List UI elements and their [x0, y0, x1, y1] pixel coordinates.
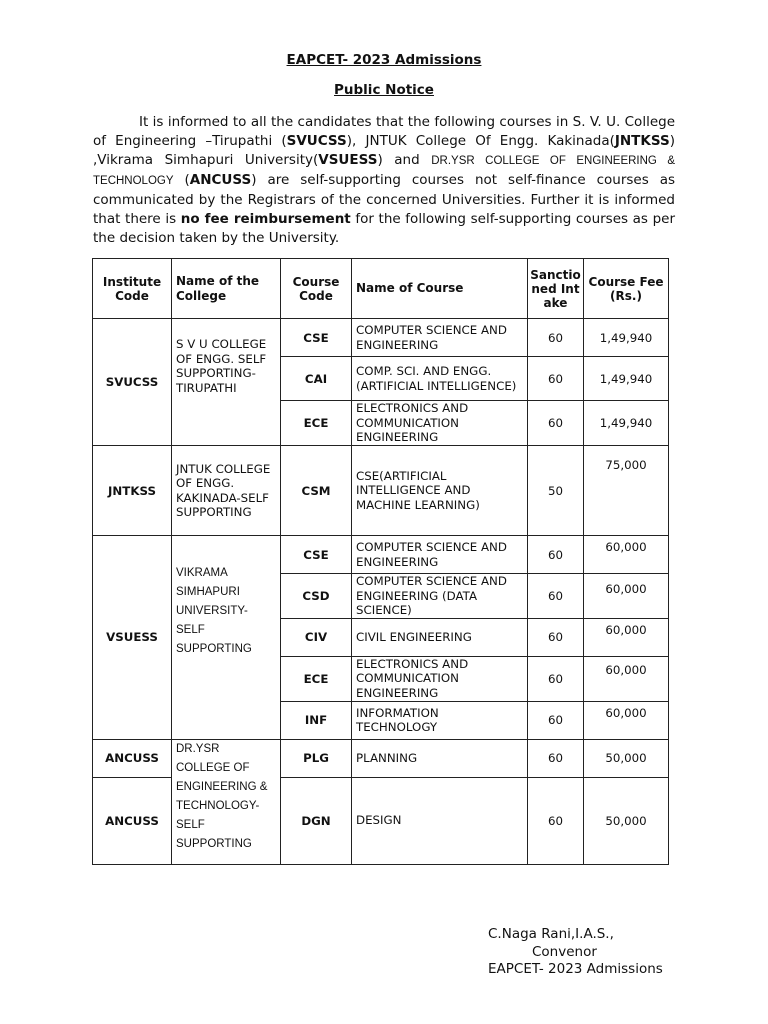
college-name-cell: JNTUK COLLEGE OF ENGG. KAKINADA-SELF SUPPORTING: [172, 446, 281, 536]
intake-cell: 60: [528, 739, 584, 777]
intake-cell: 60: [528, 656, 584, 701]
header-course-code: Course Code: [281, 259, 352, 319]
college-name-cell: DR.YSR COLLEGE OF ENGINEERING & TECHNOLOGY-SELF SUPPORTING: [172, 739, 281, 864]
intake-cell: 60: [528, 536, 584, 574]
para-text-5: (: [173, 172, 190, 188]
para-text-3: ) ,Vikrama Simhapuri University(: [93, 133, 675, 168]
public-notice-heading: Public Notice: [334, 82, 434, 98]
inst-code-cell: ANCUSS: [93, 739, 172, 777]
fee-cell: 1,49,940: [584, 401, 669, 446]
course-code-cell: CSM: [281, 446, 352, 536]
course-code-cell: INF: [281, 701, 352, 739]
no-fee-emphasis: no fee reimbursement: [180, 211, 351, 227]
inst-code-cell: ANCUSS: [93, 777, 172, 864]
intake-cell: 60: [528, 777, 584, 864]
course-code-cell: ECE: [281, 401, 352, 446]
code-ancuss: ANCUSS: [189, 172, 252, 188]
code-svucss: SVUCSS: [286, 133, 347, 149]
course-name-cell: PLANNING: [352, 739, 528, 777]
course-code-cell: PLG: [281, 739, 352, 777]
course-name-cell: ELECTRONICS AND COMMUNICATION ENGINEERING: [352, 401, 528, 446]
notice-paragraph: [93, 113, 675, 248]
notice-heading: EAPCET- 2023 Admissions: [286, 52, 482, 68]
header-institute-code: Institute Code: [93, 259, 172, 319]
header-college-name: Name of the College: [172, 259, 281, 319]
course-name-cell: COMPUTER SCIENCE AND ENGINEERING: [352, 536, 528, 574]
course-name-cell: COMPUTER SCIENCE AND ENGINEERING: [352, 319, 528, 357]
inst-code-cell: SVUCSS: [93, 319, 172, 446]
fee-cell: 1,49,940: [584, 319, 669, 357]
course-code-cell: CSE: [281, 319, 352, 357]
code-vsuess: VSUESS: [318, 152, 378, 168]
table-header-row: [93, 259, 669, 319]
course-name-cell: DESIGN: [352, 777, 528, 864]
para-text-7: for the following self-supporting courses as per the decision taken by the University.: [93, 211, 675, 246]
fee-cell: 60,000: [584, 618, 669, 656]
course-code-cell: CSE: [281, 536, 352, 574]
course-code-cell: CAI: [281, 357, 352, 401]
para-text-4: ) and: [377, 152, 432, 168]
intake-cell: 50: [528, 446, 584, 536]
intake-cell: 60: [528, 357, 584, 401]
intake-cell: 60: [528, 319, 584, 357]
college-name-cell: S V U COLLEGE OF ENGG. SELF SUPPORTING-TIRUPATHI: [172, 319, 281, 446]
header-fee: Course Fee (Rs.): [584, 259, 669, 319]
intake-cell: 60: [528, 618, 584, 656]
code-jntkss: JNTKSS: [614, 133, 670, 149]
fee-cell: 50,000: [584, 777, 669, 864]
course-name-cell: COMP. SCI. AND ENGG. (ARTIFICIAL INTELLIGENCE): [352, 357, 528, 401]
course-code-cell: DGN: [281, 777, 352, 864]
fee-cell: 60,000: [584, 574, 669, 619]
course-name-cell: COMPUTER SCIENCE AND ENGINEERING (DATA SCIENCE): [352, 574, 528, 619]
fee-cell: 1,49,940: [584, 357, 669, 401]
table-row: [93, 739, 669, 777]
header-intake: Sanctioned Intake: [528, 259, 584, 319]
fee-cell: 75,000: [584, 446, 669, 536]
intake-cell: 60: [528, 401, 584, 446]
college-name-ysr: DR.YSR COLLEGE OF ENGINEERING & TECHNOLOGY: [93, 155, 675, 187]
para-text-1: It is informed to all the candidates that the following courses in S. V. U. College of Engineering –Tirupathi (: [93, 114, 675, 149]
fee-cell: 50,000: [584, 739, 669, 777]
course-code-cell: ECE: [281, 656, 352, 701]
signatory-name: C.Naga Rani,I.A.S.,: [488, 926, 614, 942]
inst-code-cell: VSUESS: [93, 536, 172, 740]
course-code-cell: CIV: [281, 618, 352, 656]
fee-cell: 60,000: [584, 701, 669, 739]
signatory-role: Convenor: [532, 944, 597, 960]
fee-cell: 60,000: [584, 536, 669, 574]
inst-code-cell: JNTKSS: [93, 446, 172, 536]
para-text-6: ) are self-supporting courses not self-finance courses as communicated by the Registrars of the concerned Universities. Further it is informed that there is: [93, 172, 676, 227]
course-code-cell: CSD: [281, 574, 352, 619]
table-row: [93, 446, 669, 536]
course-name-cell: CSE(ARTIFICIAL INTELLIGENCE AND MACHINE LEARNING): [352, 446, 528, 536]
course-name-cell: ELECTRONICS AND COMMUNICATION ENGINEERING: [352, 656, 528, 701]
course-name-cell: CIVIL ENGINEERING: [352, 618, 528, 656]
para-text-2: ), JNTUK College Of Engg. Kakinada(: [346, 133, 615, 149]
header-course-name: Name of Course: [352, 259, 528, 319]
intake-cell: 60: [528, 701, 584, 739]
table-row: [93, 536, 669, 574]
course-name-cell: INFORMATION TECHNOLOGY: [352, 701, 528, 739]
signatory-office: EAPCET- 2023 Admissions: [488, 961, 663, 977]
table-row: [93, 319, 669, 357]
fee-cell: 60,000: [584, 656, 669, 701]
courses-table: [92, 258, 669, 865]
intake-cell: 60: [528, 574, 584, 619]
college-name-cell: VIKRAMA SIMHAPURI UNIVERSITY-SELF SUPPORTING: [172, 536, 281, 740]
